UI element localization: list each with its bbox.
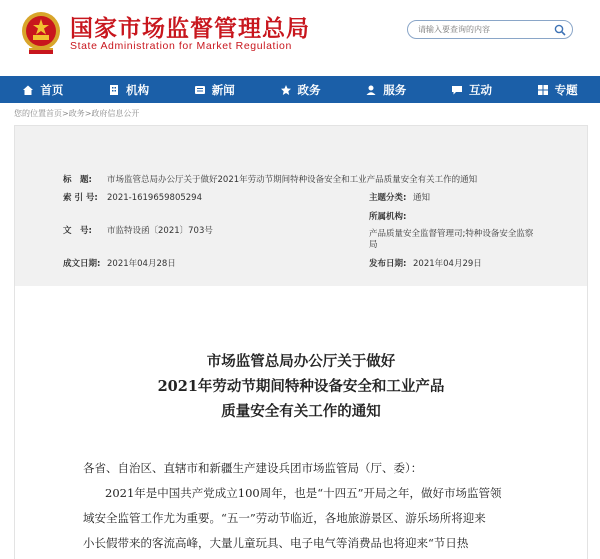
meta-doc-label: 文 号: [63,226,92,236]
main-nav [0,76,600,103]
nav-label: 互动 [468,82,492,97]
search-icon[interactable] [554,24,566,36]
nav-home[interactable] [0,76,86,103]
article-paragraph-line: 小长假带来的客流高峰，大量儿童玩具、电子电气等消费品也将迎来“节日热 [83,536,469,550]
topic-icon [537,84,549,96]
meta-published-row [369,257,482,269]
meta-index-label: 索 引 号: [63,193,98,203]
nav-label: 服务 [383,82,407,97]
meta-published-label: 发布日期: [369,259,407,269]
meta-created-row [63,257,176,269]
chat-icon [451,84,463,96]
meta-created-value: 2021年04月28日 [107,259,176,269]
nav-organization[interactable] [86,76,172,103]
article-container [14,125,588,559]
meta-created-label: 成文日期: [63,259,101,269]
national-emblem-icon[interactable] [20,10,62,58]
meta-subject-value: 通知 [413,193,431,203]
meta-title-value: 市场监管总局办公厅关于做好2021年劳动节期间特种设备安全和工业产品质量安全有关工作的通知 [107,175,478,185]
nav-label: 新闻 [211,82,235,97]
article-title-line3: 质量安全有关工作的通知 [221,403,381,420]
meta-org-value-line2: 局 [369,240,378,250]
service-icon [365,84,377,96]
meta-doc-row [63,224,213,236]
meta-doc-value: 市监特设函〔2021〕703号 [107,226,213,236]
building-icon [108,84,120,96]
article-salutation: 各省、自治区、直辖市和新疆生产建设兵团市场监管局（厅、委）： [83,461,423,475]
home-icon [22,84,34,96]
article-title-line2: 2021年劳动节期间特种设备安全和工业产品 [157,378,445,395]
nav-label: 政务 [297,82,321,97]
news-icon [194,84,206,96]
nav-label: 首页 [40,82,64,97]
meta-subject-row [369,191,430,203]
meta-org-value-line1: 产品质量安全监督管理司;特种设备安全监察 [369,229,534,239]
article-paragraph-line: 2021年是中国共产党成立100周年，也是“十四五”开局之年，做好市场监管领 [105,486,502,500]
site-title[interactable]: 国家市场监督管理总局 [70,16,310,42]
search-box [407,20,573,39]
site-title-en: State Administration for Market Regulation [70,40,292,52]
search-input[interactable] [418,23,548,36]
meta-title-label: 标 题: [63,175,92,185]
meta-org-label: 所属机构: [369,212,407,222]
article-title-line1: 市场监管总局办公厅关于做好 [206,353,396,370]
meta-index-row [63,191,202,203]
nav-label: 机构 [126,82,150,97]
nav-government[interactable] [257,76,343,103]
nav-interaction[interactable] [429,76,515,103]
meta-org-label-row [369,210,413,222]
gov-icon [280,84,292,96]
meta-published-value: 2021年04月29日 [413,259,482,269]
nav-label: 专题 [554,82,578,97]
meta-index-value: 2021-1619659805294 [107,193,203,203]
breadcrumb[interactable]: 您的位置首页>政务>政府信息公开 [14,109,140,118]
nav-topics[interactable] [514,76,600,103]
meta-title-row [63,173,477,185]
article-paragraph-line: 域安全监管工作尤为重要。“五一”劳动节临近，各地旅游景区、游乐场所将迎来 [83,511,486,525]
nav-news[interactable] [171,76,257,103]
nav-service[interactable] [343,76,429,103]
site-header [0,0,600,76]
meta-subject-label: 主题分类: [369,193,407,203]
document-metadata [15,126,587,286]
